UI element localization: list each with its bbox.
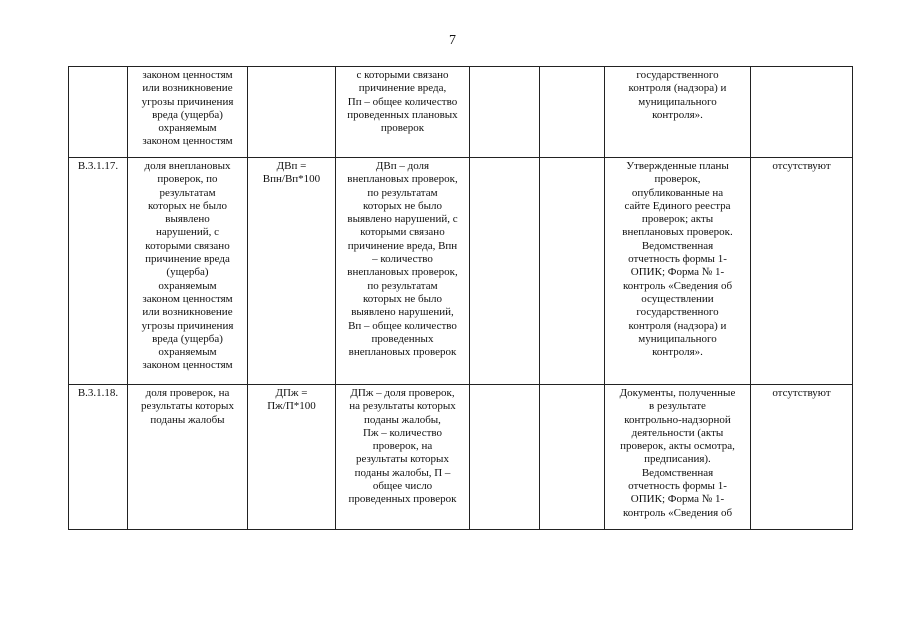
target-cell xyxy=(751,67,853,158)
empty-cell xyxy=(470,385,540,530)
page-number: 7 xyxy=(449,33,456,48)
indicators-table xyxy=(68,66,853,530)
formula-cell: ДПж = Пж/П*100 xyxy=(248,385,336,530)
formula-cell xyxy=(248,67,336,158)
indicator-name-cell: доля внеплановых проверок, по результатам которых не было выявлено нарушений, с которыми связано причинение вреда (ущерба) охраняемым законом ценностям или возникновение угрозы причинения вреда (ущерба) охраняемым законом ценностям xyxy=(128,158,248,385)
table-row xyxy=(69,158,853,385)
source-cell: государственного контроля (надзора) и муниципального контроля». xyxy=(605,67,751,158)
empty-cell xyxy=(470,158,540,385)
empty-cell xyxy=(470,67,540,158)
code-cell: В.3.1.18. xyxy=(69,385,128,530)
empty-cell xyxy=(540,385,605,530)
indicator-name-cell: доля проверок, на результаты которых поданы жалобы xyxy=(128,385,248,530)
description-cell: с которыми связано причинение вреда, Пп – общее количество проведенных плановых проверок xyxy=(336,67,470,158)
target-cell: отсутствуют xyxy=(751,158,853,385)
table-row xyxy=(69,67,853,158)
description-cell: ДПж – доля проверок, на результаты которых поданы жалобы, Пж – количество проверок, на результаты которых поданы жалобы, П – общее число проведенных проверок xyxy=(336,385,470,530)
target-cell: отсутствуют xyxy=(751,385,853,530)
code-cell: В.3.1.17. xyxy=(69,158,128,385)
source-cell: Утвержденные планы проверок, опубликованные на сайте Единого реестра проверок; акты внеплановых проверок. Ведомственная отчетность формы 1- ОПИК; Форма № 1- контроль «Сведения об осуществлении государственного контроля (надзора) и муниципального контроля». xyxy=(605,158,751,385)
code-cell xyxy=(69,67,128,158)
source-cell: Документы, полученные в результате контрольно-надзорной деятельности (акты проверок, акты осмотра, предписания). Ведомственная отчетность формы 1- ОПИК; Форма № 1- контроль «Сведения об xyxy=(605,385,751,530)
description-cell: ДВп – доля внеплановых проверок, по результатам которых не было выявлено нарушений, с которыми связано причинение вреда, Впн – количество внеплановых проверок, по результатам которых не было выявлено нарушений, Вп – общее количество проведенных внеплановых проверок xyxy=(336,158,470,385)
empty-cell xyxy=(540,67,605,158)
indicator-name-cell: законом ценностям или возникновение угрозы причинения вреда (ущерба) охраняемым законом ценностям xyxy=(128,67,248,158)
empty-cell xyxy=(540,158,605,385)
formula-cell: ДВп = Впн/Вп*100 xyxy=(248,158,336,385)
table-row xyxy=(69,385,853,530)
